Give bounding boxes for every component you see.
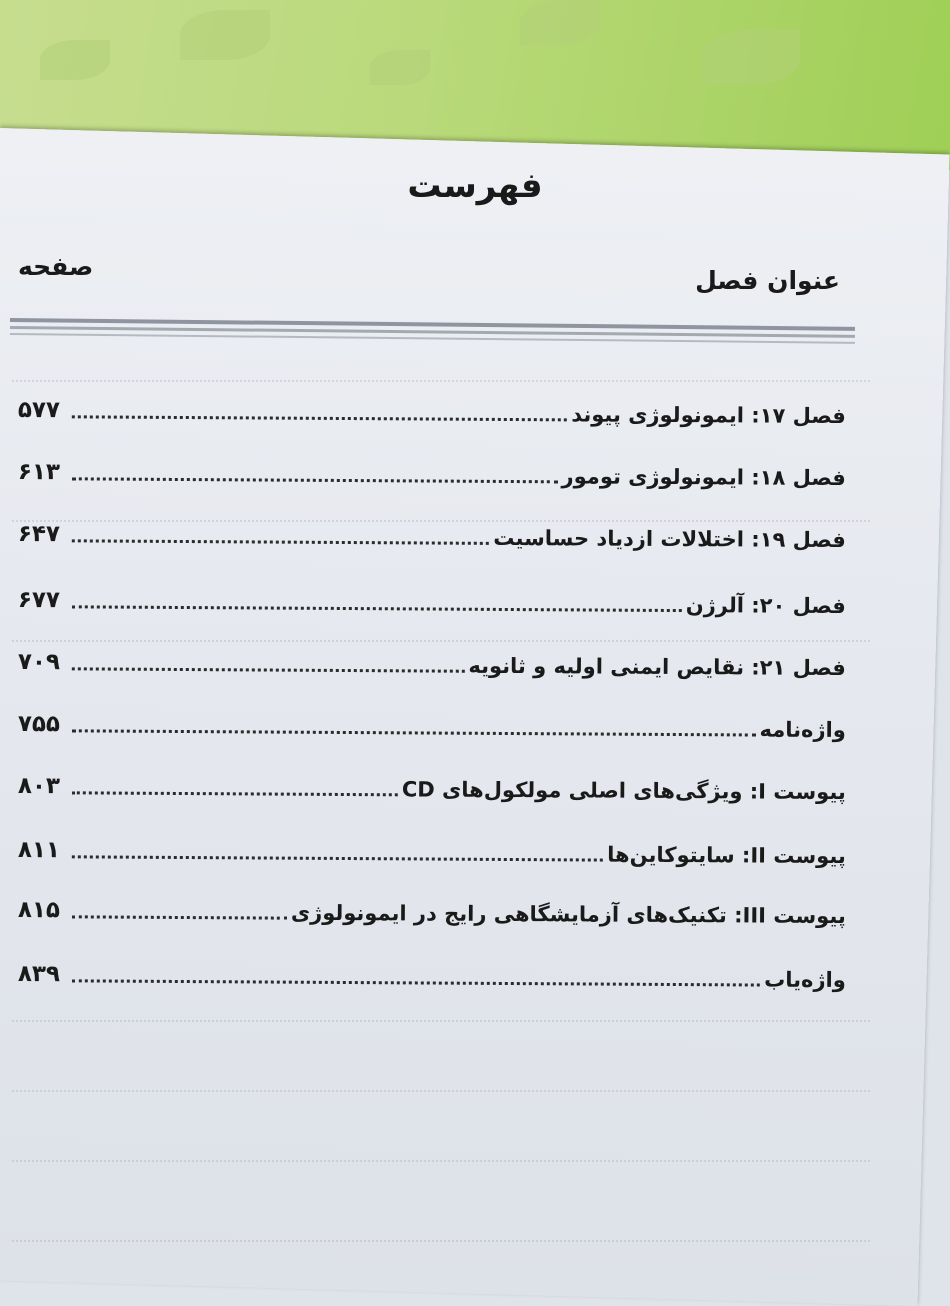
toc-row [18,888,846,927]
toc-row [18,764,846,803]
dot-leader [72,539,489,545]
toc-entry: واژه‌نامه [759,717,846,743]
toc-entry: فصل ۱۷: ایمونولوژی پیوند [571,402,846,429]
toc-row [18,952,846,991]
page-number: ۸۱۱ [17,836,61,864]
toc-entry: پیوست I: ویژگی‌های اصلی مولکول‌های CD [401,777,846,805]
dot-leader [72,791,398,796]
chapter-column-header: عنوان فصل [695,266,840,295]
dot-leader [72,979,760,986]
dot-leader [72,415,567,421]
bleed-through-line [12,1020,870,1022]
page-number: ۷۵۵ [17,710,61,738]
dot-leader [72,729,756,736]
bleed-through-line [12,380,870,382]
toc-entry: پیوست II: سایتوکاین‌ها [607,842,846,869]
toc-entry: فصل ۲۰: آلرژن [685,593,846,619]
dot-leader [72,477,558,483]
toc-entry: فصل ۲۱: نقایص ایمنی اولیه و ثانویه [468,653,846,681]
toc-row [18,828,846,867]
dot-leader [72,855,603,861]
page-number: ۶۱۳ [17,458,61,486]
bleed-through-line [12,1090,870,1092]
toc-entry: فصل ۱۸: ایمونولوژی تومور [561,464,846,491]
toc-row [18,702,846,741]
dot-leader [72,605,682,612]
toc-entry: پیوست III: تکنیک‌های آزمایشگاهی رایج در ایمونولوژی [290,900,846,929]
toc-row [18,388,846,427]
page-number: ۸۱۵ [17,896,61,924]
bleed-through-line [12,1240,870,1242]
page-number: ۶۴۷ [17,520,61,548]
toc-entry: فصل ۱۹: اختلالات ازدیاد حساسیت [493,525,846,553]
page-number: ۸۰۳ [17,772,61,800]
page-number: ۷۰۹ [17,648,61,676]
toc-row [18,640,846,679]
dot-leader [72,667,465,672]
toc-entry: واژه‌یاب [764,967,846,993]
page-number: ۶۷۷ [17,586,61,614]
page-number: ۸۳۹ [17,960,61,988]
toc-row [18,512,846,551]
toc-row [18,578,846,617]
page-column-header: صفحه [18,252,94,281]
page-number: ۵۷۷ [17,396,61,424]
bleed-through-line [12,1160,870,1162]
toc-row [18,450,846,489]
dot-leader [72,915,287,919]
page-title: فهرست [407,166,543,206]
